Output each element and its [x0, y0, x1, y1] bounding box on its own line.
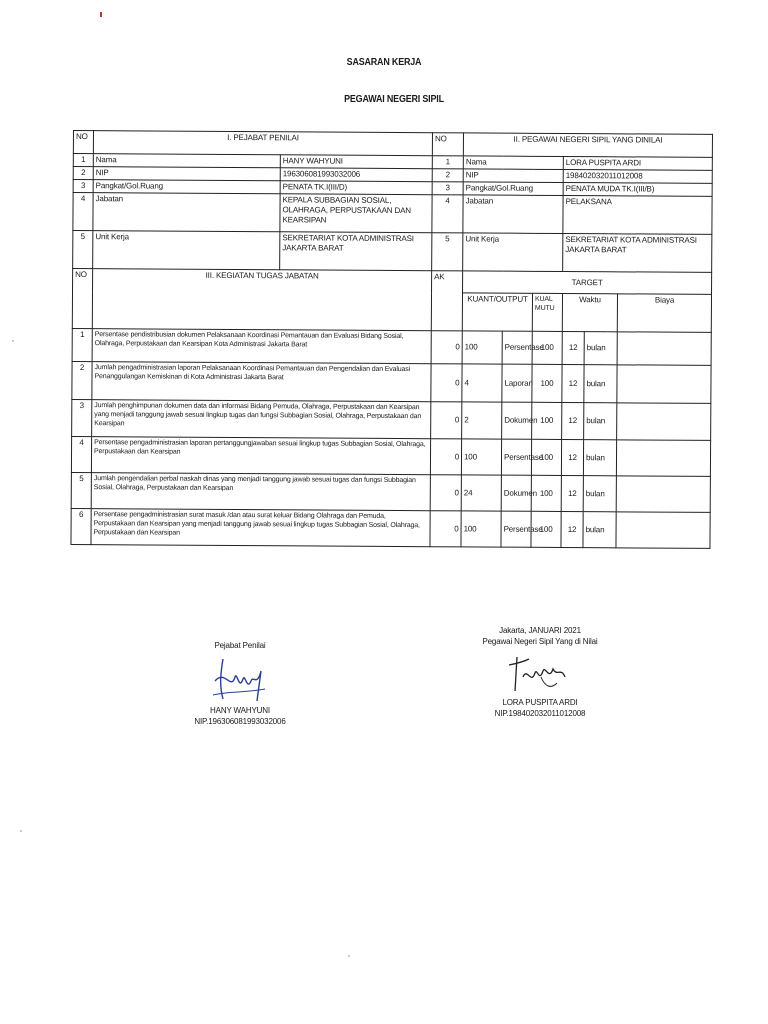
waktu-header: Waktu: [562, 293, 617, 331]
pns-dinilai-signature-block: [475, 625, 605, 719]
output-unit: Persentase: [502, 331, 532, 364]
biaya-value: [616, 476, 710, 513]
field-label: Unit Kerja: [93, 231, 280, 270]
kual-mutu-value: 100: [532, 402, 562, 439]
biaya-header: Biaya: [617, 294, 711, 333]
row-number: 6: [71, 508, 91, 544]
kegiatan-row: [71, 436, 710, 476]
field-label: Jabatan: [93, 193, 280, 232]
kegiatan-description: Jumlah pengadministrasian laporan Pelaksanaan Koordinasi Pemantauan dan Pengendalian dan Evaluasi Penanggulangan Kemiskinan di Kota Administrasi Jakarta Barat: [92, 362, 431, 402]
ak-value: 0: [431, 402, 462, 439]
kegiatan-header: III. KEGIATAN TUGAS JABATAN: [92, 269, 431, 331]
ak-value: 0: [431, 364, 462, 402]
waktu-value: 12: [561, 511, 583, 547]
field-value: 196306081993032006: [280, 168, 432, 182]
kegiatan-description: Jumlah penghimpunan dokumen data dan informasi Bidang Pemuda, Olahraga, Perpustakaan dan Kearsipan yang menjadi tanggung jawab sesuai lingkup tugas dan fungsi Subbagian Sosial, Olahraga, Perpustakaan dan Kearsipan: [92, 400, 431, 439]
kegiatan-description: Persentase pengadministrasian laporan pertanggungjawaban sesuai lingkup tugas Subbagian Sosial, Olahraga, Perpustakaan dan Kearsipan: [91, 437, 430, 475]
output-unit: Persentase: [501, 439, 531, 475]
field-label: Nama: [463, 156, 563, 170]
kuant-value: 4: [462, 364, 502, 402]
biaya-value: [617, 332, 711, 366]
signer-nip: NIP.196306081993032006: [194, 717, 286, 726]
ak-header: AK: [431, 271, 462, 331]
kuant-output-header: KUANT/OUTPUT: [462, 293, 532, 331]
field-label: Pangkat/Gol.Ruang: [93, 180, 280, 194]
waktu-unit: bulan: [584, 403, 617, 440]
waktu-value: 12: [562, 402, 584, 439]
scan-speck: [12, 340, 14, 342]
field-label: Jabatan: [463, 195, 563, 234]
pejabat-penilai-header: I. PEJABAT PENILAI: [93, 131, 432, 156]
kual-mutu-value: 100: [531, 511, 561, 547]
ak-value: 0: [430, 475, 461, 511]
row-number: 3: [73, 180, 93, 193]
kual-mutu-value: 100: [532, 331, 562, 364]
kegiatan-description: Persentase pendistribusian dokumen Pelaksanaan Koordinasi Pemantauan dan Evaluasi Bidang Sosial, Olahraga, Perpustakaan dan Kearsipan Kota Administrasi Jakarta Barat: [92, 329, 431, 364]
field-value: PELAKSANA: [563, 195, 712, 234]
row-number: 1: [72, 328, 92, 361]
field-value: HANY WAHYUNI: [280, 155, 432, 169]
biaya-value: [616, 512, 710, 549]
row-number: 5: [432, 233, 463, 271]
field-label: Pangkat/Gol.Ruang: [463, 182, 563, 196]
field-label: NIP: [463, 169, 563, 183]
row-number: 1: [73, 154, 93, 167]
biaya-value: [617, 365, 711, 404]
sasaran-kerja-table: [70, 130, 713, 549]
row-number: 3: [72, 399, 92, 436]
output-unit: Dokumen: [501, 475, 531, 511]
place-date: Jakarta, JANUARI 2021: [499, 626, 581, 635]
row-number: 4: [73, 193, 93, 231]
field-value: SEKRETARIAT KOTA ADMINISTRASI JAKARTA BARAT: [563, 233, 712, 272]
kual-mutu-header: KUAL MUTU: [532, 293, 562, 331]
signer-name: LORA PUSPITA ARDI: [502, 698, 578, 707]
kuant-value: 2: [462, 402, 502, 439]
output-unit: Dokumen: [502, 402, 532, 439]
field-value: LORA PUSPITA ARDI: [563, 156, 712, 170]
kegiatan-description: Jumlah pengendalian perbal naskah dinas yang menjadi tanggung jawab sesuai tugas dan fungsi Subbagian Sosial, Olahraga, Perpustakaan dan Kearsipan: [91, 473, 430, 511]
field-label: Nama: [93, 154, 280, 168]
biaya-value: [617, 403, 711, 441]
waktu-unit: bulan: [583, 512, 616, 548]
row-number: 2: [72, 361, 92, 399]
identity-row: [73, 231, 712, 273]
biaya-value: [616, 440, 710, 477]
identity-row: [73, 193, 712, 235]
no-header: NO: [432, 133, 463, 156]
kegiatan-description: Persentase pengadministrasian surat masuk /dan atau surat keluar Bidang Olahraga dan Pemuda, Perpustakaan dan Kearsipan yang menjadi tanggung jawab sesuai lingkup tugas Subbagian Sosial, Olahraga, Perpustakaan dan Kearsipan: [91, 509, 430, 547]
output-unit: Laporan: [502, 364, 532, 402]
kual-mutu-value: 100: [531, 439, 561, 475]
scan-speck: [348, 955, 350, 957]
row-number: 2: [432, 169, 463, 182]
output-unit: Persentase: [501, 511, 531, 547]
row-number: 4: [432, 195, 463, 233]
waktu-unit: bulan: [584, 365, 617, 403]
field-value: PENATA TK.I(III/D): [280, 181, 432, 195]
field-value: SEKRETARIAT KOTA ADMINISTRASI JAKARTA BARAT: [280, 232, 432, 271]
waktu-unit: bulan: [583, 476, 616, 512]
kegiatan-row: [71, 508, 710, 548]
no-header: NO: [72, 269, 92, 329]
waktu-value: 12: [562, 331, 584, 364]
field-label: Unit Kerja: [463, 233, 563, 272]
field-label: NIP: [93, 167, 280, 181]
no-header: NO: [73, 131, 93, 154]
row-number: 2: [73, 167, 93, 180]
row-number: 3: [432, 182, 463, 195]
signer-name: HANY WAHYUNI: [210, 706, 270, 715]
waktu-value: 12: [561, 475, 583, 511]
row-number: 5: [73, 231, 93, 269]
kegiatan-row: [71, 472, 710, 512]
handwritten-signature-icon: [495, 647, 585, 697]
kuant-value: 100: [461, 439, 501, 475]
signer-role: Pejabat Penilai: [214, 641, 266, 650]
ak-value: 0: [430, 439, 461, 475]
ak-value: 0: [430, 511, 461, 547]
kegiatan-row: [72, 399, 711, 440]
field-value: KEPALA SUBBAGIAN SOSIAL, OLAHRAGA, PERPUSTAKAAN DAN KEARSIPAN: [280, 194, 432, 233]
field-value: PENATA MUDA TK.I(III/B): [563, 182, 712, 196]
waktu-unit: bulan: [583, 440, 616, 476]
kegiatan-row: [72, 328, 711, 365]
document-title: SASARAN KERJA: [346, 56, 422, 68]
row-number: 5: [71, 472, 91, 508]
kuant-value: 100: [462, 331, 502, 364]
waktu-value: 12: [561, 439, 583, 475]
handwritten-signature-icon: [205, 651, 275, 705]
waktu-value: 12: [562, 364, 584, 402]
field-value: 198402032011012008: [563, 169, 712, 183]
kegiatan-row: [72, 361, 711, 403]
kual-mutu-value: 100: [531, 475, 561, 511]
scan-mark: [100, 12, 102, 17]
ak-value: 0: [431, 331, 462, 364]
pejabat-penilai-signature-block: [190, 640, 290, 727]
waktu-unit: bulan: [584, 332, 617, 365]
signer-nip: NIP.198402032011012008: [494, 709, 586, 718]
kual-mutu-value: 100: [532, 364, 562, 402]
kuant-value: 100: [461, 511, 501, 547]
row-number: 1: [432, 156, 463, 169]
scan-speck: [20, 830, 22, 832]
kuant-value: 24: [461, 475, 501, 511]
document-subtitle: PEGAWAI NEGERI SIPIL: [344, 93, 444, 105]
kegiatan-rows: [71, 328, 711, 548]
kegiatan-header-row: [73, 269, 712, 295]
row-number: 4: [71, 436, 91, 472]
signer-role: Pegawai Negeri Sipil Yang di Nilai: [482, 637, 598, 646]
pns-dinilai-header: II. PEGAWAI NEGERI SIPIL YANG DINILAI: [463, 133, 712, 158]
target-header: TARGET: [463, 271, 712, 295]
